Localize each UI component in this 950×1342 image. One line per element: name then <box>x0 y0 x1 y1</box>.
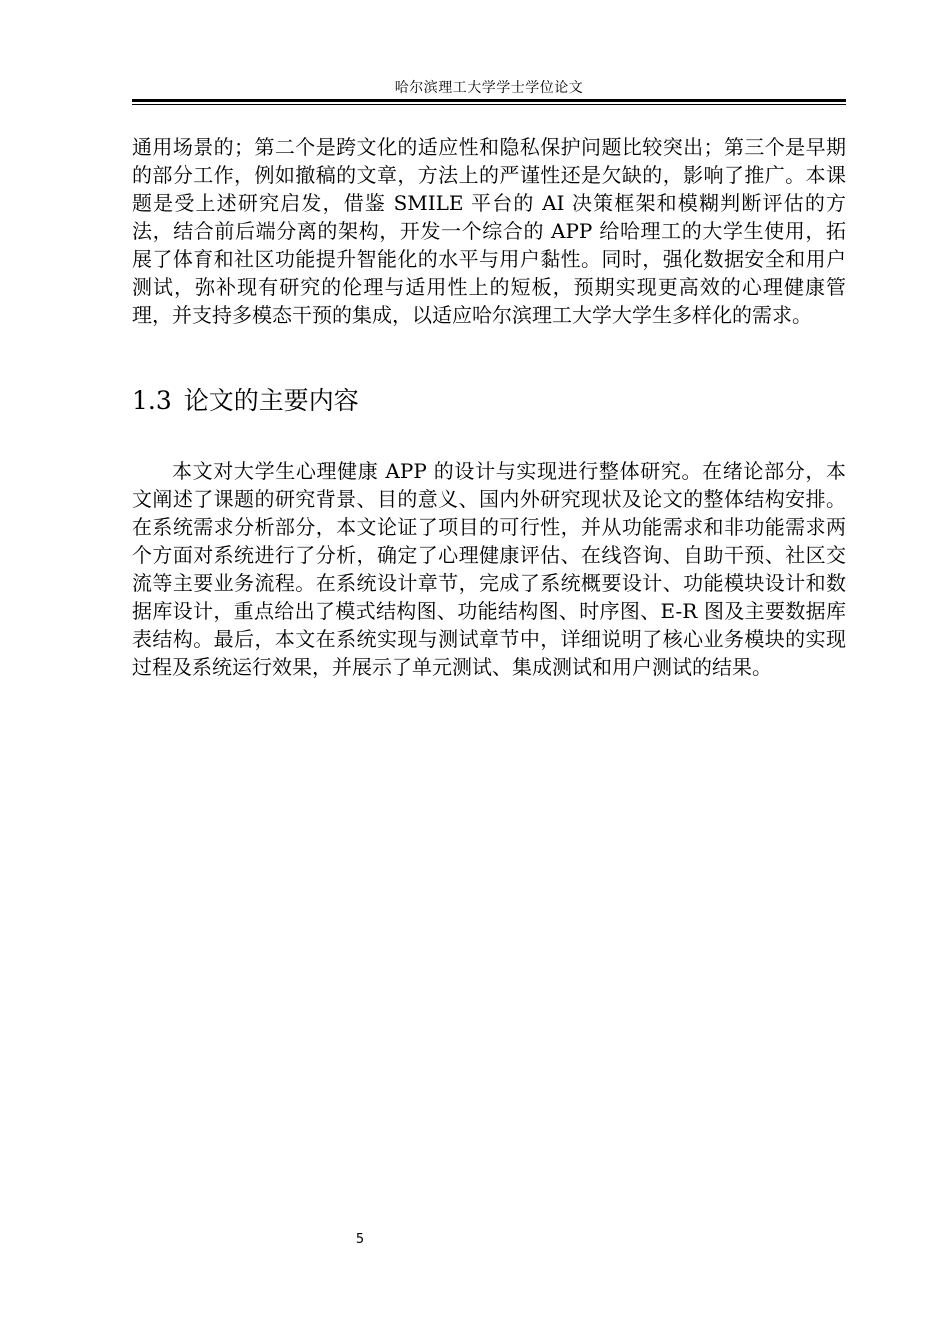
section-title: 论文的主要内容 <box>183 386 359 415</box>
paragraph-main-content: 本文对大学生心理健康 APP 的设计与实现进行整体研究。在绪论部分，本文阐述了课题的研究背景、目的意义、国内外研究现状及论文的整体结构安排。在系统需求分析部分，本文论证了项目的可行性，并从功能需求和非功能需求两个方面对系统进行了分析，确定了心理健康评估、在线咨询、自助干预、社区交流等主要业务流程。在系统设计章节，完成了系统概要设计、功能模块设计和数据库设计，重点给出了模式结构图、功能结构图、时序图、E-R 图及主要数据库表结构。最后，本文在系统实现与测试章节中，详细说明了核心业务模块的实现过程及系统运行效果，并展示了单元测试、集成测试和用户测试的结果。 <box>132 459 846 679</box>
header-rule-thin <box>132 104 846 105</box>
page-number: 5 <box>355 1232 365 1247</box>
header-rule-thick <box>132 99 846 102</box>
running-header: 哈尔滨理工大学学士学位论文 <box>394 80 584 96</box>
section-heading <box>132 384 846 418</box>
section-number: 1.3 <box>132 386 172 415</box>
paragraph-continued: 通用场景的；第二个是跨文化的适应性和隐私保护问题比较突出；第三个是早期的部分工作，例如撤稿的文章，方法上的严谨性还是欠缺的，影响了推广。本课题是受上述研究启发，借鉴 SMILE 平台的 AI 决策框架和模糊判断评估的方法，结合前后端分离的架构，开发一个综合的 APP 给哈理工的大学生使用，拓展了体育和社区功能提升智能化的水平与用户黏性。同时，强化数据安全和用户测试，弥补现有研究的伦理与适用性上的短板，预期实现更高效的心理健康管理，并支持多模态干预的集成，以适应哈尔滨理工大学大学生多样化的需求。 <box>132 135 846 327</box>
